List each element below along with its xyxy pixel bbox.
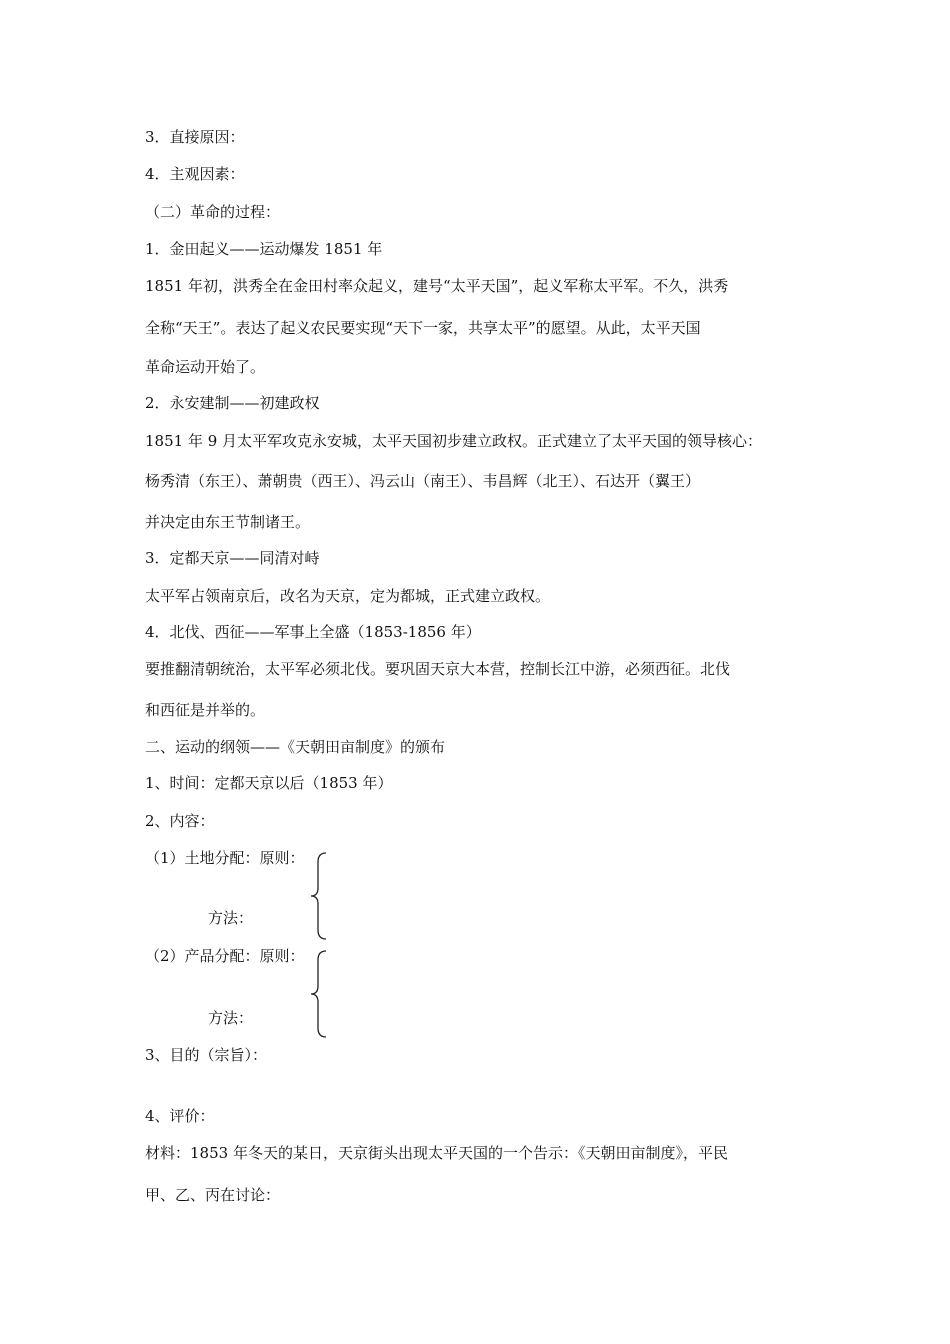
paragraph-line: 甲、乙、丙在讨论： [145,1186,281,1204]
text-line-land-principle: （1）土地分配：原则： [145,849,305,867]
text-line-evaluation: 4、评价： [145,1107,215,1125]
paragraph-line: 和西征是并举的。 [145,701,266,719]
paragraph-line: 1851 年初，洪秀全在金田村率众起义，建号“太平天国”，起义军称太平军。不久，洪秀 [145,277,729,295]
paragraph-line: 杨秀清（东王）、萧朝贵（西王）、冯云山（南王）、韦昌辉（北王）、石达开（翼王） [145,472,701,490]
text-line-direct-cause: 3．直接原因： [145,128,245,146]
paragraph-line: 要推翻清朝统治，太平军必须北伐。要巩固天京大本营，控制长江中游，必须西征。北伐 [145,660,731,678]
text-line-time: 1、时间：定都天京以后（1853 年） [145,774,393,792]
paragraph-line: 革命运动开始了。 [145,358,266,376]
heading-northern-western-expedition: 4．北伐、西征——军事上全盛（1853-1856 年） [145,623,481,641]
heading-revolution-process: （二）革命的过程： [145,203,281,221]
text-line-content: 2、内容： [145,812,215,830]
heading-yongan: 2．永安建制——初建政权 [145,394,320,412]
text-line-subjective-factor: 4．主观因素： [145,165,245,183]
text-line-purpose: 3、目的（宗旨）： [145,1046,268,1064]
right-brace-land [308,852,330,940]
text-line-product-principle: （2）产品分配：原则： [145,947,305,965]
heading-jintian-uprising: 1．金田起义——运动爆发 1851 年 [145,240,383,258]
paragraph-line: 太平军占领南京后，改名为天京，定为都城，正式建立政权。 [145,587,551,605]
paragraph-line: 材料：1853 年冬天的某日，天京街头出现太平天国的一个告示：《天朝田亩制度》，平民 [145,1144,728,1162]
heading-program: 二、运动的纲领——《天朝田亩制度》的颁布 [145,738,446,756]
heading-tianjing: 3．定都天京——同清对峙 [145,549,320,567]
paragraph-line: 全称“天王”。表达了起义农民要实现“天下一家，共享太平”的愿望。从此，太平天国 [145,319,701,337]
text-line-land-method: 方法： [208,909,254,927]
paragraph-line: 1851 年 9 月太平军攻克永安城，太平天国初步建立政权。正式建立了太平天国的领导核心： [145,432,763,450]
paragraph-line: 并决定由东王节制诸王。 [145,513,311,531]
text-line-product-method: 方法： [208,1009,254,1027]
right-brace-product [308,950,330,1038]
